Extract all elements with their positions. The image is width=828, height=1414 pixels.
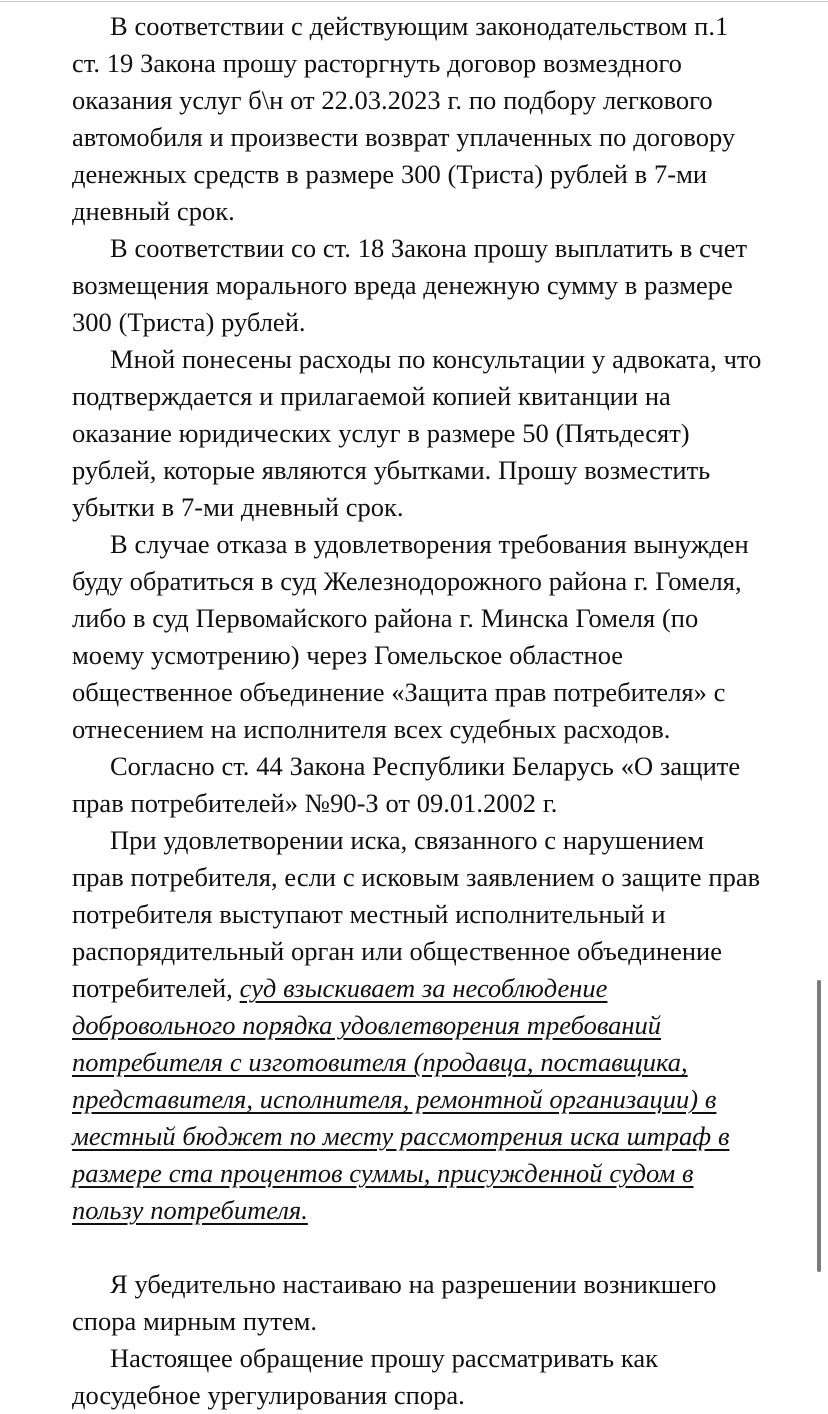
paragraph-contract-termination: В соответствии с действующим законодательством п.1 ст. 19 Закона прошу расторгнуть договор возмездного оказания услуг б\н от 22.03.2023 г. по подбору легкового автомобиля и произвести возврат уплаченных по договору денежных средств в размере 300 (Триста) рублей в 7-ми дневный срок.	[72, 11, 736, 226]
statute-quote-lead-in: При удовлетворении иска, связанного с нарушением прав потребителя, если с исковым заявлением о защите прав потребителя выступают местный исполнительный и распорядительный орган или общественное объединение потребителей,	[72, 825, 761, 1003]
paragraph-moral-damages: В соответствии со ст. 18 Закона прошу выплатить в счет возмещения морального вреда денежную сумму в размере 300 (Триста) рублей.	[72, 233, 748, 337]
paragraph-pretrial-settlement: Настоящее обращение прошу рассматривать как досудебное урегулирования спора.	[72, 1343, 658, 1410]
statute-quote-emphasis: суд взыскивает за несоблюдение добровольного порядка удовлетворения требований потребителя с изготовителя (продавца, поставщика, представителя, исполнителя, ремонтной организации) в местный бюджет по месту рассмотрения иска штраф в размере ста процентов суммы, присужденной судом в пользу потребителя.	[72, 973, 730, 1225]
paragraph-statute-quote	[72, 822, 762, 1229]
paragraph-legal-costs: Мной понесены расходы по консультации у адвоката, что подтверждается и прилагаемой копией квитанции на оказание юридических услуг в размере 50 (Пятьдесят) рублей, которые являются убытками. Прошу возместить убытки в 7-ми дневный срок.	[72, 344, 762, 522]
vertical-scrollbar-thumb[interactable]	[817, 980, 821, 1272]
paragraph-spacer	[72, 1229, 762, 1266]
vertical-scrollbar[interactable]	[814, 0, 828, 1272]
document-body	[72, 8, 762, 1414]
paragraph-amicable-resolution: Я убедительно настаиваю на разрешении возникшего спора мирным путем.	[72, 1269, 717, 1336]
paragraph-court-jurisdiction: В случае отказа в удовлетворения требования вынужден буду обратиться в суд Железнодорожного района г. Гомеля, либо в суд Первомайского района г. Минска Гомеля (по моему усмотрению) через Гомельское областное общественное объединение «Защита прав потребителя» с отнесением на исполнителя всех судебных расходов.	[72, 529, 749, 744]
paragraph-law-reference: Согласно ст. 44 Закона Республики Беларусь «О защите прав потребителей» №90-З от 09.01.2002 г.	[72, 751, 741, 818]
